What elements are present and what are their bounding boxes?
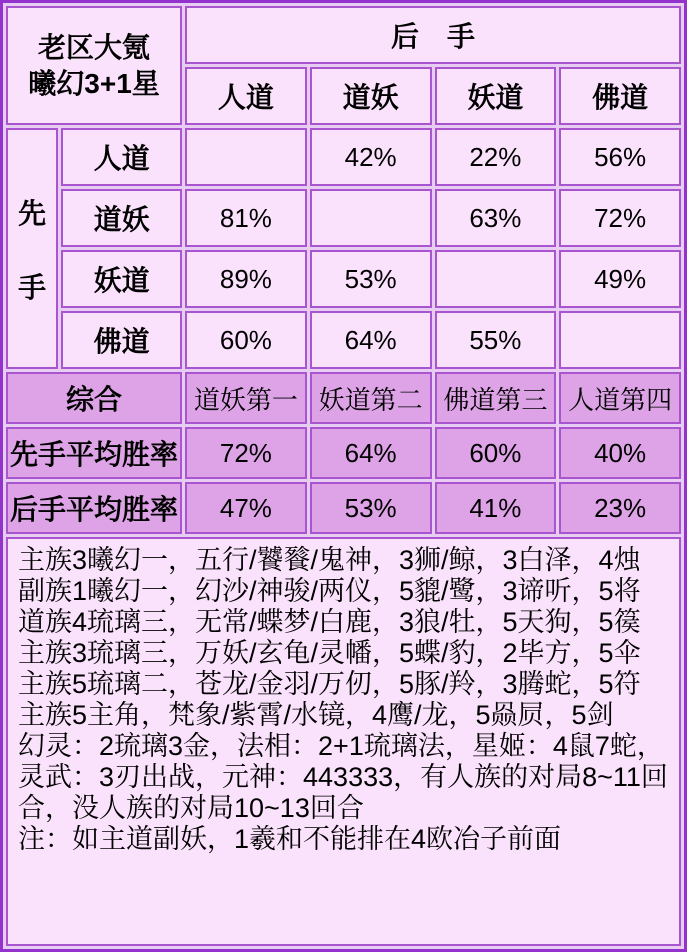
second-avg-cell: 47% [185,482,307,534]
first-mover-label [8,192,56,306]
first-avg-label: 先手平均胜率 [6,427,182,479]
row-header-fodao: 佛道 [61,311,182,369]
overall-rank-cell: 佛道第三 [435,372,557,424]
overall-label: 综合 [6,372,182,424]
row-header-daoyao: 道妖 [61,189,182,247]
row-header-rendao: 人道 [61,128,182,186]
first-avg-cell: 40% [559,427,681,479]
win-rate-cell [559,311,681,369]
note-line: 道族4琉璃三，无常/蝶梦/白鹿，3狼/牡，5天狗，5篌 [18,607,641,637]
note-line: 幻灵：2琉璃3金，法相：2+1琉璃法，星姬：4鼠7蛇，灵武：3刃出战，元神：443333，有人族的对局8~11回合，没人族的对局10~13回合 [18,731,668,823]
title-line2: 曦幻3+1星 [28,67,160,99]
win-rate-cell: 55% [435,311,557,369]
col-header-rendao: 人道 [185,67,307,125]
win-rate-cell: 64% [310,311,432,369]
note-line: 副族1曦幻一，幻沙/神骏/两仪，5貔/鹭，3谛听，5将 [18,576,641,606]
table-title [6,6,182,125]
win-rate-cell: 56% [559,128,681,186]
notes-block [6,537,681,946]
overall-rank-cell: 人道第四 [559,372,681,424]
second-avg-cell: 41% [435,482,557,534]
title-line1: 老区大氪 [38,31,151,63]
matchup-table [3,3,684,949]
first-avg-cell: 64% [310,427,432,479]
note-line: 主族5主角，梵象/紫霄/水镜，4鹰/龙，5赑屃，5剑 [18,700,614,730]
row-header-yaodao: 妖道 [61,250,182,308]
note-line: 主族3曦幻一，五行/饕餮/鬼神，3狮/鲸，3白泽，4烛 [18,545,641,575]
win-rate-cell: 53% [310,250,432,308]
win-rate-cell: 49% [559,250,681,308]
note-line: 注：如主道副妖，1羲和不能排在4欧冶子前面 [18,824,562,854]
first-mover-char-1: 先 [18,197,47,229]
win-rate-cell [185,128,307,186]
win-rate-cell [310,189,432,247]
col-header-yaodao: 妖道 [435,67,557,125]
win-rate-cell: 72% [559,189,681,247]
second-avg-label: 后手平均胜率 [6,482,182,534]
second-avg-cell: 53% [310,482,432,534]
win-rate-cell: 42% [310,128,432,186]
col-header-fodao: 佛道 [559,67,681,125]
first-avg-cell: 72% [185,427,307,479]
win-rate-cell [435,250,557,308]
first-mover-char-2: 手 [18,271,47,303]
overall-rank-cell: 道妖第一 [185,372,307,424]
overall-rank-cell: 妖道第二 [310,372,432,424]
win-rate-cell: 63% [435,189,557,247]
win-rate-cell: 22% [435,128,557,186]
win-rate-cell: 81% [185,189,307,247]
first-avg-cell: 60% [435,427,557,479]
note-line: 主族5琉璃二，苍龙/金羽/万仞，5豚/羚，3腾蛇，5符 [18,669,641,699]
second-avg-cell: 23% [559,482,681,534]
win-rate-cell: 89% [185,250,307,308]
second-mover-header: 后 手 [185,6,681,64]
win-rate-cell: 60% [185,311,307,369]
note-line: 主族3琉璃三，万妖/玄龟/灵幡，5蝶/豹，2毕方，5伞 [18,638,641,668]
first-mover-header [6,128,58,369]
col-header-daoyao: 道妖 [310,67,432,125]
